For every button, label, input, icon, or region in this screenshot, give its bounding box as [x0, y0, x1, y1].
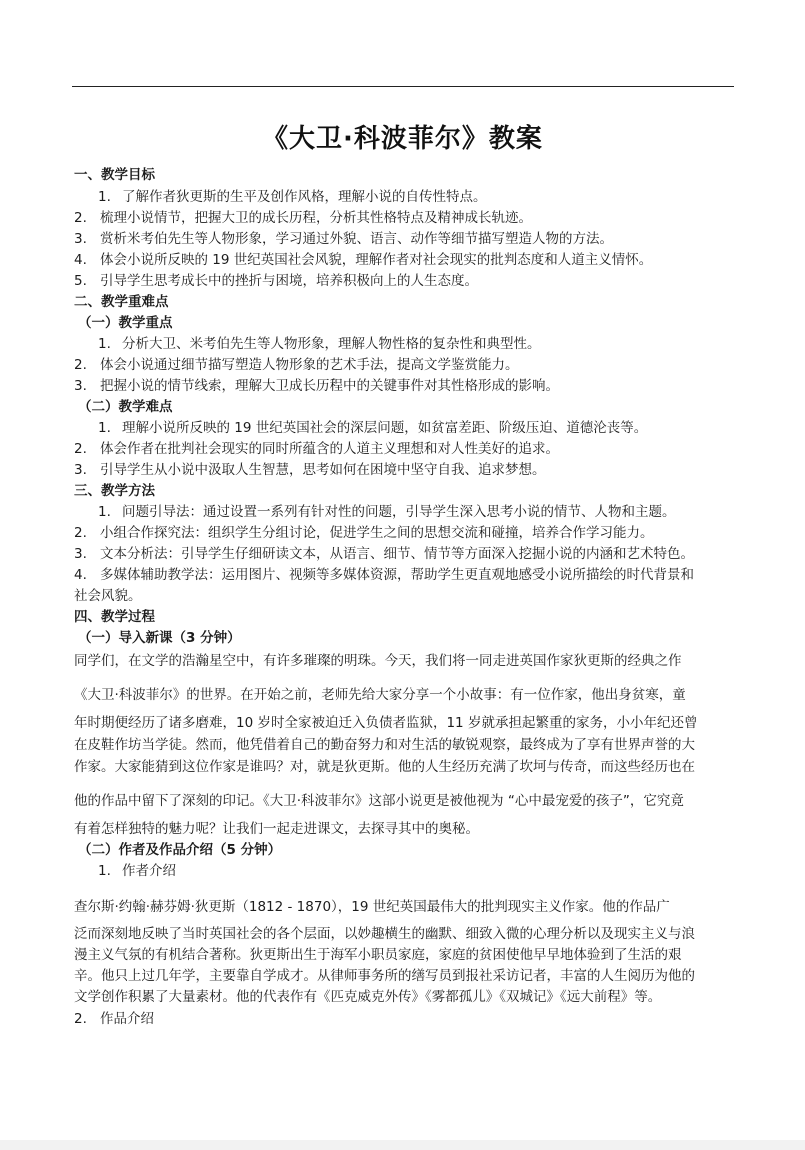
list-item: 2. 小组合作探究法：组织学生分组讨论，促进学生之间的思想交流和碰撞，培养合作学习能力。 — [74, 525, 654, 541]
list-item: 5. 引导学生思考成长中的挫折与困境，培养积极向上的人生态度。 — [74, 273, 478, 289]
list-item: 4. 体会小说所反映的 19 世纪英国社会风貌，理解作者对社会现实的批判态度和人道主义情怀。 — [74, 252, 653, 268]
paragraph-line: 他的作品中留下了深刻的印记。《大卫·科波菲尔》这部小说更是被他视为 “心中最宠爱的孩子”，它究竟 — [74, 793, 684, 809]
list-item: 3. 赏析米考伯先生等人物形象，学习通过外貌、语言、动作等细节描写塑造人物的方法。 — [74, 231, 613, 247]
list-item: 3. 把握小说的情节线索，理解大卫成长历程中的关键事件对其性格形成的影响。 — [74, 378, 559, 394]
paragraph-line: 文学创作积累了大量素材。他的代表作有《匹克威克外传》《雾都孤儿》《双城记》《远大前程》等。 — [74, 989, 662, 1005]
paragraph-line: 漫主义气氛的有机结合著称。狄更斯出生于海军小职员家庭，家庭的贫困使他早早地体验到了生活的艰 — [74, 947, 682, 963]
page-title: 《大卫·科波菲尔》教案 — [262, 124, 543, 154]
subsection-heading: （一）导入新课（3 分钟） — [78, 630, 241, 646]
paragraph-line: 查尔斯·约翰·赫芬姆·狄更斯（1812 - 1870），19 世纪英国最伟大的批判现实主义作家。他的作品广 — [74, 899, 670, 915]
paragraph-line: 泛而深刻地反映了当时英国社会的各个层面，以妙趣横生的幽默、细致入微的心理分析以及现实主义与浪 — [74, 926, 695, 942]
list-item-continuation: 社会风貌。 — [74, 588, 142, 604]
section-heading: 二、教学重难点 — [74, 294, 169, 310]
section-heading: 四、教学过程 — [74, 609, 155, 625]
paragraph-line: 《大卫·科波菲尔》的世界。在开始之前，老师先给大家分享一个小故事：有一位作家，他出身贫寒，童 — [74, 687, 686, 703]
list-item: 1. 作者介绍 — [98, 863, 176, 879]
paragraph-line: 作家。大家能猜到这位作家是谁吗？对，就是狄更斯。他的人生经历充满了坎坷与传奇，而这些经历也在 — [74, 759, 695, 775]
paragraph-line: 同学们，在文学的浩瀚星空中，有许多璀璨的明珠。今天，我们将一同走进英国作家狄更斯的经典之作 — [74, 653, 682, 669]
list-item: 3. 文本分析法：引导学生仔细研读文本，从语言、细节、情节等方面深入挖掘小说的内涵和艺术特色。 — [74, 546, 694, 562]
list-item: 1. 了解作者狄更斯的生平及创作风格，理解小说的自传性特点。 — [98, 189, 487, 205]
subsection-heading: （二）教学难点 — [78, 399, 173, 415]
list-item: 1. 分析大卫、米考伯先生等人物形象，理解人物性格的复杂性和典型性。 — [98, 336, 541, 352]
list-item: 2. 体会小说通过细节描写塑造人物形象的艺术手法，提高文学鉴赏能力。 — [74, 357, 519, 373]
subsection-heading: （二）作者及作品介绍（5 分钟） — [78, 842, 282, 858]
paragraph-line: 年时期便经历了诸多磨难，10 岁时全家被迫迁入负债者监狱，11 岁就承担起繁重的家务，小小年纪还曾 — [74, 715, 698, 731]
section-heading: 三、教学方法 — [74, 483, 155, 499]
list-item: 1. 理解小说所反映的 19 世纪英国社会的深层问题，如贫富差距、阶级压迫、道德沦丧等。 — [98, 420, 648, 436]
list-item: 1. 问题引导法：通过设置一系列有针对性的问题，引导学生深入思考小说的情节、人物和主题。 — [98, 504, 676, 520]
list-item: 2. 体会作者在批判社会现实的同时所蕴含的人道主义理想和对人性美好的追求。 — [74, 441, 559, 457]
paragraph-line: 辛。他只上过几年学，主要靠自学成才。从律师事务所的缮写员到报社采访记者，丰富的人生阅历为他的 — [74, 968, 695, 984]
list-item: 3. 引导学生从小说中汲取人生智慧，思考如何在困境中坚守自我、追求梦想。 — [74, 462, 546, 478]
header-rule — [72, 86, 734, 87]
list-item: 2. 梳理小说情节，把握大卫的成长历程，分析其性格特点及精神成长轨迹。 — [74, 210, 532, 226]
page-bottom-edge — [0, 1140, 805, 1150]
paragraph-line: 有着怎样独特的魅力呢？让我们一起走进课文，去探寻其中的奥秘。 — [74, 821, 479, 837]
paragraph-line: 在皮鞋作坊当学徒。然而，他凭借着自己的勤奋努力和对生活的敏锐观察，最终成为了享有世界声誉的大 — [74, 737, 695, 753]
list-item: 2. 作品介绍 — [74, 1011, 154, 1027]
subsection-heading: （一）教学重点 — [78, 315, 173, 331]
list-item: 4. 多媒体辅助教学法：运用图片、视频等多媒体资源，帮助学生更直观地感受小说所描绘的时代背景和 — [74, 567, 694, 583]
section-heading: 一、教学目标 — [74, 167, 155, 183]
